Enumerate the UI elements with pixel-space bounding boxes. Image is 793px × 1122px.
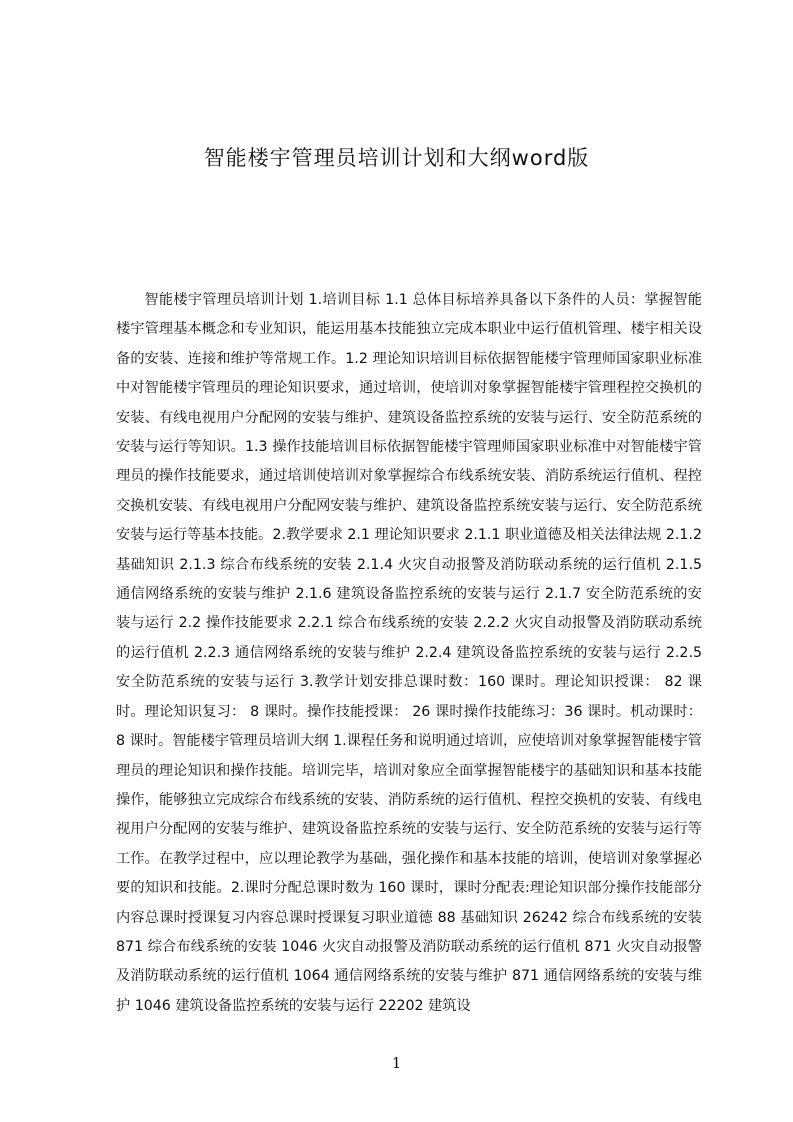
page-number: 1 — [391, 1054, 402, 1072]
document-title: 智能楼宇管理员培训计划和大纲word版 — [203, 146, 590, 170]
document-body-paragraph: 智能楼宇管理员培训计划 1.培训目标 1.1 总体目标培养具备以下条件的人员：掌握智能楼宇管理基本概念和专业知识，能运用基本技能独立完成本职业中运行值机管理、楼宇相关设备的安装、连接和维护等常规工作。1.2 理论知识培训目标依据智能楼宇管理师国家职业标准中对智能楼宇管理员的理论知识要求，通过培训，使培训对象掌握智能楼宇管理程控交换机的安装、有线电视用户分配网的安装与维护、建筑设备监控系统的安装与运行、安全防范系统的安装与运行等知识。1.3 操作技能培训目标依据智能楼宇管理师国家职业标准中对智能楼宇管理员的操作技能要求，通过培训使培训对象掌握综合布线系统安装、消防系统运行值机、程控交换机安装、有线电视用户分配网安装与维护、建筑设备监控系统安装与运行、安全防范系统安装与运行等基本技能。2.教学要求 2.1 理论知识要求 2.1.1 职业道德及相关法律法规 2.1.2 基础知识 2.1.3 综合布线系统的安装 2.1.4 火灾自动报警及消防联动系统的运行值机 2.1.5 通信网络系统的安装与维护 2.1.6 建筑设备监控系统的安装与运行 2.1.7 安全防范系统的安装与运行 2.2 操作技能要求 2.2.1 综合布线系统的安装 2.2.2 火灾自动报警及消防联动系统的运行值机 2.2.3 通信网络系统的安装与维护 2.2.4 建筑设备监控系统的安装与运行 2.2.5 安全防范系统的安装与运行 3.教学计划安排总课时数：160 课时。理论知识授课： 82 课时。理论知识复习： 8 课时。操作技能授课： 26 课时操作技能练习：36 课时。机动课时：8 课时。智能楼宇管理员培训大纲 1.课程任务和说明通过培训，应使培训对象掌握智能楼宇管理员的理论知识和操作技能。培训完毕，培训对象应全面掌握智能楼宇的基础知识和基本技能操作，能够独立完成综合布线系统的安装、消防系统的运行值机、程控交换机的安装、有线电视用户分配网的安装与维护、建筑设备监控系统的安装与运行、安全防范系统的安装与运行等工作。在教学过程中，应以理论教学为基础，强化操作和基本技能的培训，使培训对象掌握必要的知识和技能。2.课时分配总课时数为 160 课时，课时分配表:理论知识部分操作技能部分内容总课时授课复习内容总课时授课复习职业道德 88 基础知识 26242 综合布线系统的安装 871 综合布线系统的安装 1046 火灾自动报警及消防联动系统的运行值机 871 火灾自动报警及消防联动系统的运行值机 1064 通信网络系统的安装与维护 871 通信网络系统的安装与维护 1046 建筑设备监控系统的安装与运行 22202 建筑设 — [116, 292, 702, 1014]
